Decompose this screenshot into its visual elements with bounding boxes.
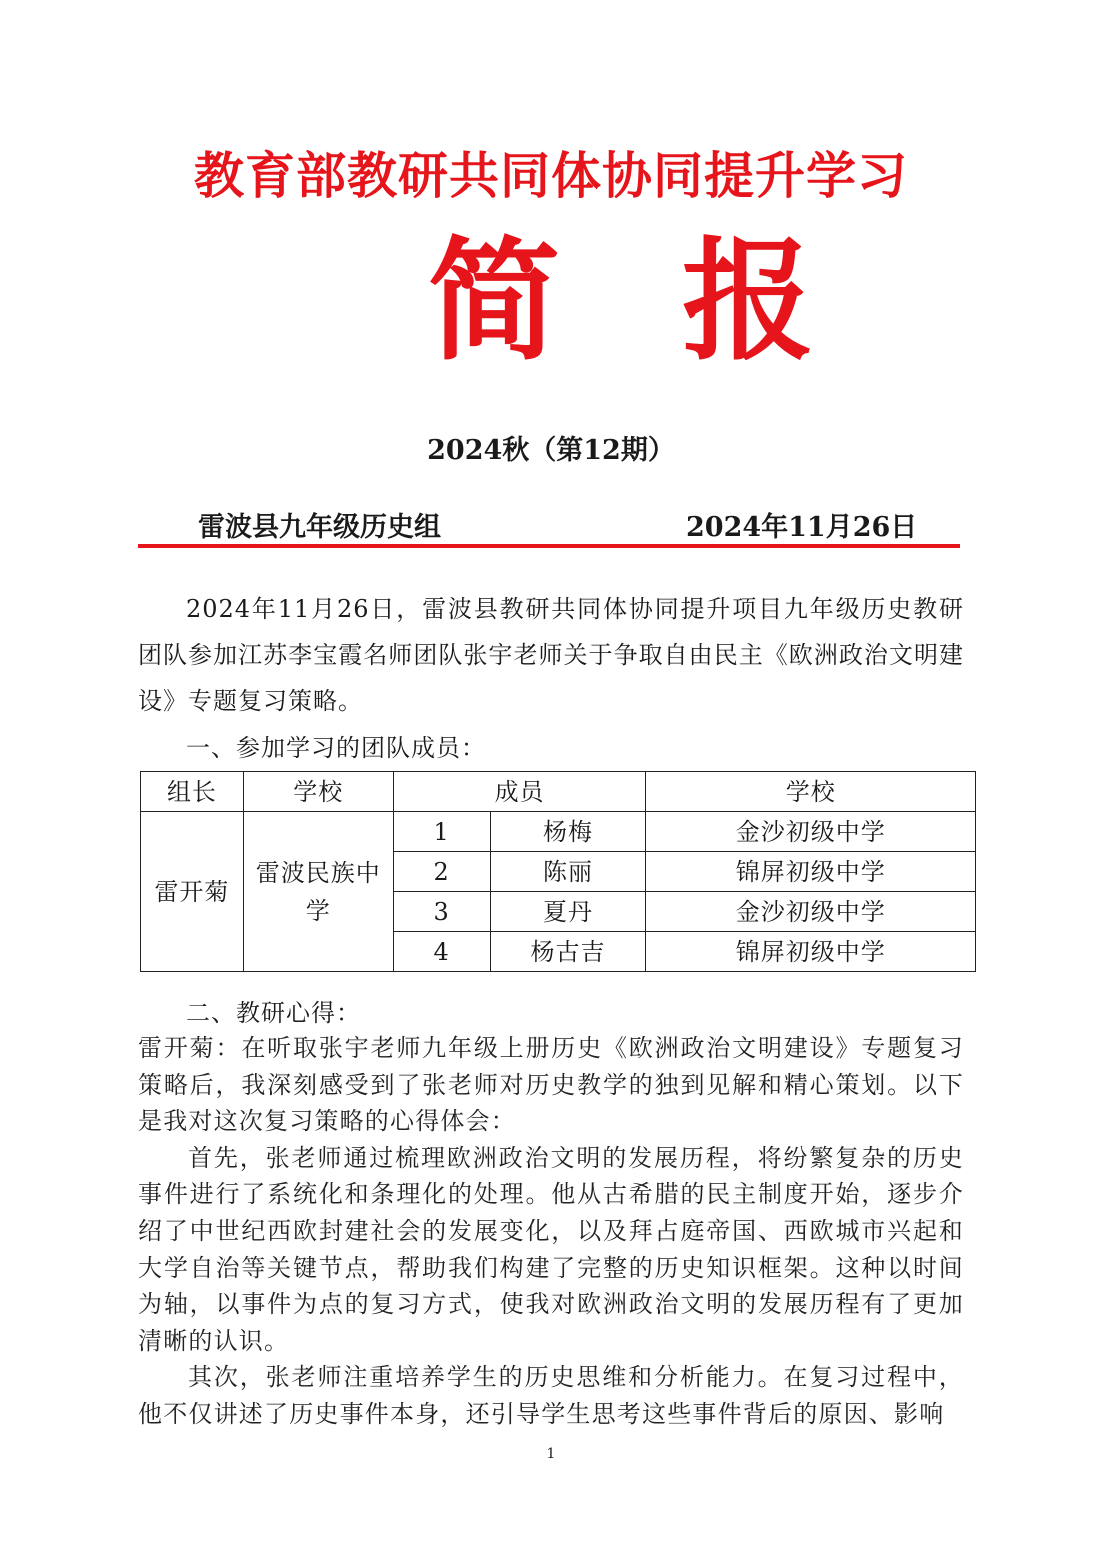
leader-name: 雷开菊 [141, 812, 244, 972]
intro-paragraph: 2024年11月26日，雷波县教研共同体协同提升项目九年级历史教研团队参加江苏李宝霞名师团队张宇老师关于争取自由民主《欧洲政治文明建设》专题复习策略。 [138, 595, 964, 715]
member-name: 夏丹 [490, 892, 646, 932]
member-name: 陈丽 [490, 852, 646, 892]
member-name: 杨古吉 [490, 932, 646, 972]
table-row [141, 812, 976, 852]
report-title-char-1: 简 [428, 225, 560, 379]
member-number: 4 [393, 932, 490, 972]
leader-school: 雷波民族中学 [243, 812, 393, 972]
member-school: 锦屏初级中学 [646, 932, 976, 972]
member-number: 2 [393, 852, 490, 892]
reflection-body [138, 1030, 964, 1433]
header-member-school: 学校 [646, 772, 976, 812]
reflection-paragraph: 雷开菊：在听取张宇老师九年级上册历史《欧洲政治文明建设》专题复习策略后，我深刻感受到了张老师对历史教学的独到见解和精心策划。以下是我对这次复习策略的心得体会： [138, 1034, 964, 1136]
header-divider [138, 544, 960, 548]
report-date: 2024年11月26日 [686, 512, 918, 543]
group-name: 雷波县九年级历史组 [198, 512, 441, 543]
member-number: 1 [393, 812, 490, 852]
section-heading-members: 一、参加学习的团队成员： [186, 734, 486, 762]
member-school: 锦屏初级中学 [646, 852, 976, 892]
member-number: 3 [393, 892, 490, 932]
reflection-paragraph: 首先，张老师通过梳理欧洲政治文明的发展历程，将纷繁复杂的历史事件进行了系统化和条理化的处理。他从古希腊的民主制度开始，逐步介绍了中世纪西欧封建社会的发展变化，以及拜占庭帝国、西欧城市兴起和大学自治等关键节点，帮助我们构建了完整的历史知识框架。这种以时间为轴，以事件为点的复习方式，使我对欧洲政治文明的发展历程有了更加清晰的认识。 [138, 1143, 964, 1355]
report-org-title: 教育部教研共同体协同提升学习 [194, 147, 908, 205]
header-members: 成员 [393, 772, 646, 812]
page-number: 1 [546, 1446, 556, 1462]
header-leader: 组长 [141, 772, 244, 812]
reflection-paragraph: 其次，张老师注重培养学生的历史思维和分析能力。在复习过程中，他不仅讲述了历史事件本身，还引导学生思考这些事件背后的原因、影响 [138, 1363, 964, 1428]
table-header-row [141, 772, 976, 812]
issue-label: 2024秋（第12期） [427, 435, 675, 466]
member-school: 金沙初级中学 [646, 812, 976, 852]
report-title-char-2: 报 [682, 225, 814, 379]
member-school: 金沙初级中学 [646, 892, 976, 932]
header-school: 学校 [243, 772, 393, 812]
section-heading-reflection: 二、教研心得： [186, 999, 361, 1027]
members-table [140, 771, 976, 972]
member-name: 杨梅 [490, 812, 646, 852]
